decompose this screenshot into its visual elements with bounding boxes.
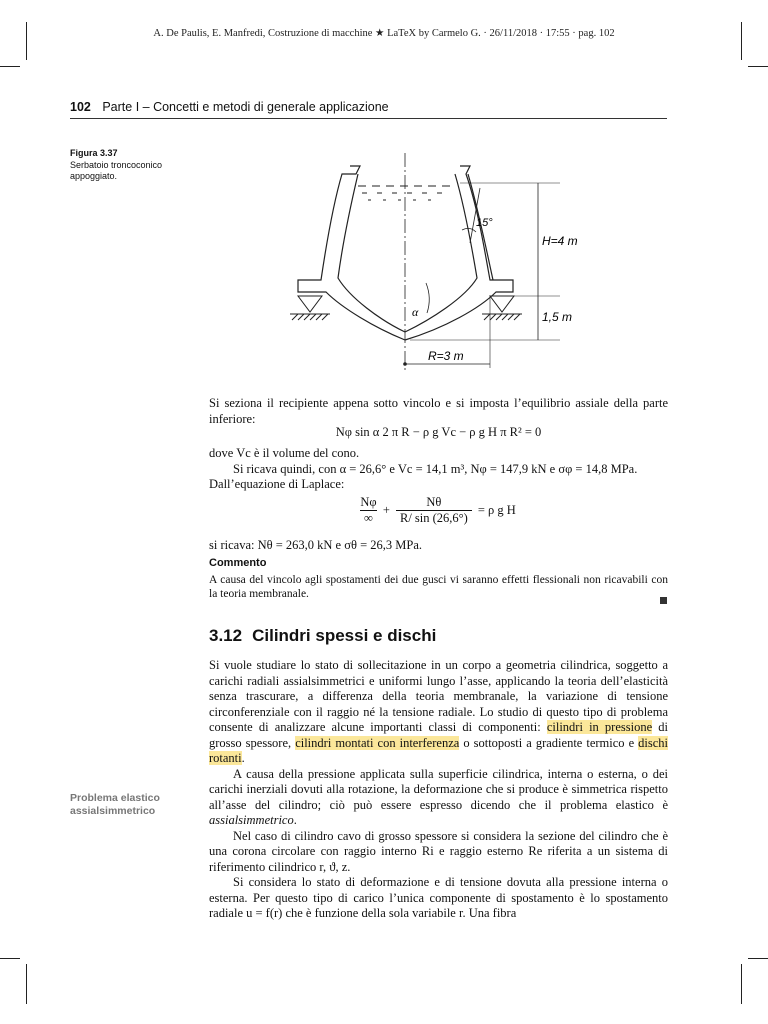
crop-mark [741,964,742,1004]
figure-label: Figura 3.37 [70,148,118,158]
paragraph-3: si ricava: Nθ = 263,0 kN e σθ = 26,3 MPa. [209,538,422,552]
alpha-label: α [412,305,419,319]
crop-mark [0,958,20,959]
equation-1: Nφ sin α 2 π R − ρ g Vc − ρ g H π R² = 0 [335,425,542,439]
paragraph-7: Si considera lo stato di deformazione e di tensione dovuta alla pressione interna o esterna. Per questo tipo di carico l’unica componente di spostamento è lo spostamento radiale u = f(r) che è funzione della sola variabile r. Una fibra [209,875,668,920]
crop-mark [0,66,20,67]
height-label: H=4 m [542,234,578,248]
highlight-2: cilindri montati con interferenza [295,735,460,750]
paragraph-2 [209,446,668,493]
numerator-1: Nφ [360,495,377,509]
paragraph-1: Si seziona il recipiente appena sotto vincolo e si imposta l’equilibrio assiale della parte inferiore: [209,396,668,426]
crop-mark [748,958,768,959]
highlight-1: cilindri in pressione [546,720,653,734]
support-left [298,296,322,312]
section-heading [209,626,446,646]
end-mark [660,597,667,604]
header-rule [70,118,667,119]
highlight-3: dischi rotanti [209,735,669,765]
denominator-1: ∞ [360,510,377,526]
paragraph-4: Si vuole studiare lo stato di sollecitazione in un corpo a geometria cilindrica, soggetto a carichi radiali assialsimmetrici e uniformi lungo l’asse, applicando la teoria dell’elasticità senza trascurare, a differenza della teoria membranale, la variazione di tensione circonferenziale con il raggio né la tensione radiale. Lo studio di questo tipo di problema consente di analizzare alcune importanti classi di componenti: cilindri in pressione di grosso spessore, cilindri montati con interferenza o sottoposti a gradiente termico e dischi rotanti. [209,658,669,765]
tank-figure [280,148,620,380]
equation-rhs: = ρ g H [477,503,516,517]
page-header: A. De Paulis, E. Manfredi, Costruzione di macchine ★ LaTeX by Carmelo G. · 26/11/2018 · 17:55 · pag. 102 [153,28,615,39]
sidenote: Problema elastico assialsimmetrico [70,792,160,817]
running-head [70,100,670,114]
running-head-text: Parte I – Concetti e metodi di generale applicazione [102,100,389,114]
support-right [490,296,514,312]
laplace-text: Dall’equazione di Laplace: [209,477,345,491]
equation-2 [360,495,516,526]
base-height-label: 1,5 m [542,310,573,324]
emphasis: assialsimmetrico [209,813,294,827]
body-text [209,658,668,922]
figure-caption-text: Serbatoio troncoconico appoggiato. [70,159,163,181]
figure-caption [70,148,190,183]
angle-label: 15° [476,217,493,229]
cone-volume-text: dove Vc è il volume del cono. [209,446,360,460]
results-text: Si ricava quindi, con α = 26,6° e Vc = 14,1 m³, Nφ = 147,9 kN e σφ = 14,8 MPa. [233,461,638,476]
plus-sign: + [382,503,390,517]
crop-mark [26,964,27,1004]
comment-title: Commento [209,557,267,569]
paragraph-5: A causa della pressione applicata sulla superficie cilindrica, interna o esterna, o dei carichi inerziali dovuti alla rotazione, la deformazione che si produce è simmetrica rispetto all’asse del cilindro; ciò può essere espresso dicendo che il problema elastico è assialsimmetrico. [209,766,668,827]
page-number: 102 [70,100,91,114]
crop-mark [748,66,768,67]
comment-text: A causa del vincolo agli spostamenti dei due gusci vi saranno effetti flessionali non ricavabili con la teoria membranale. [209,574,668,600]
denominator-2: R/ sin (26,6°) [396,510,472,526]
numerator-2: Nθ [426,495,442,509]
section-title: Cilindri spessi e dischi [252,626,437,645]
paragraph-6: Nel caso di cilindro cavo di grosso spessore si considera la sezione del cilindro che è una corona circolare con raggio interno Ri e raggio esterno Re riferita a un sistema di riferimento cilindrico r, ϑ, z. [209,828,668,874]
section-number: 3.12 [209,626,243,645]
radius-label: R=3 m [428,349,464,363]
